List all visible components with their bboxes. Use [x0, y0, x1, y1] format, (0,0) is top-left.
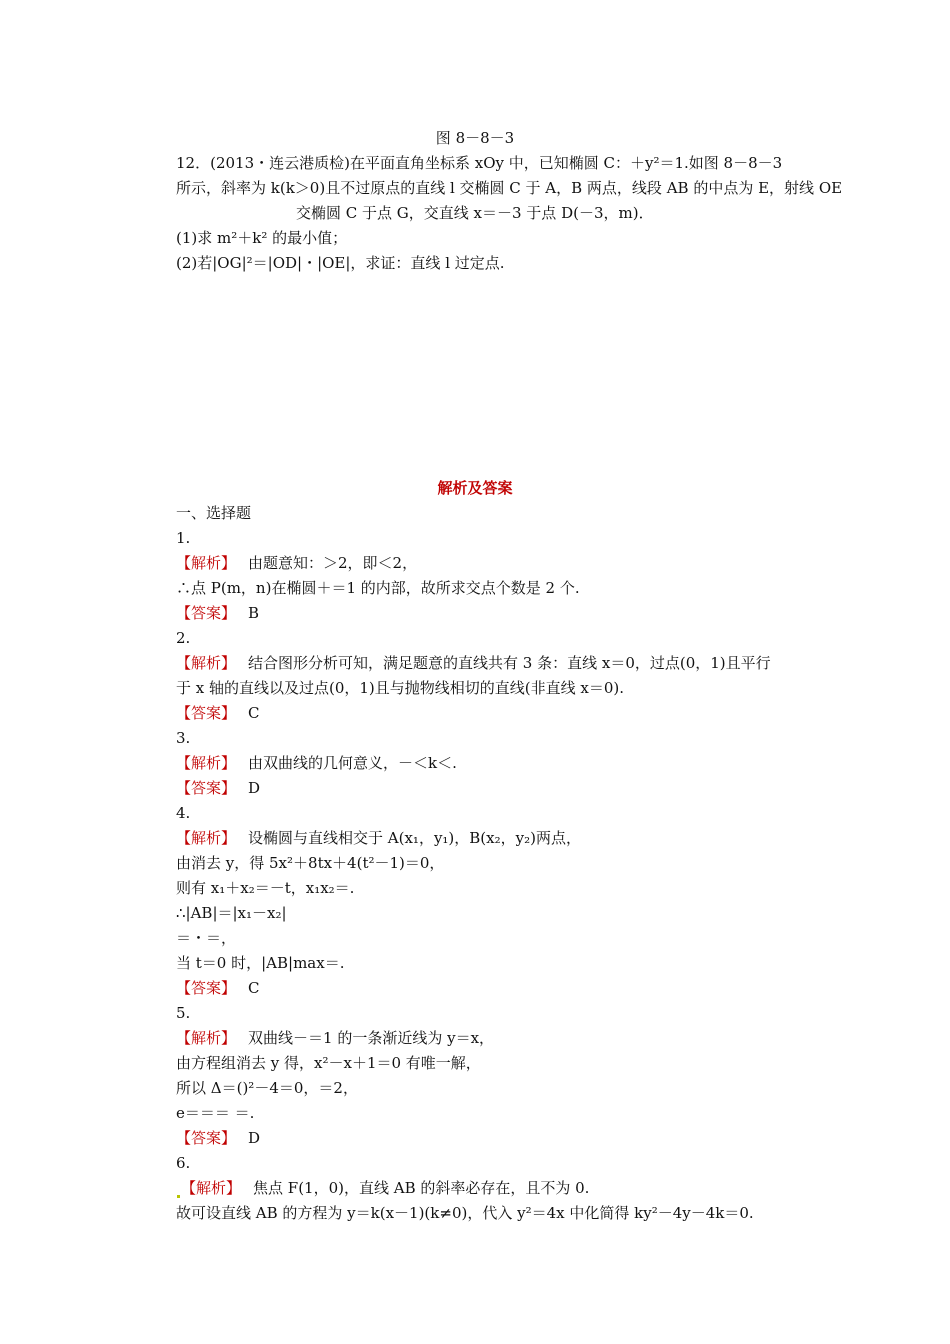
analysis-line: 当 t＝0 时，|AB|max＝.	[176, 954, 345, 972]
figure-caption: 图 8－8－3	[435, 129, 515, 147]
analysis-line: 则有 x₁＋x₂＝－t，x₁x₂＝.	[176, 879, 355, 897]
analysis-line: 所以 Δ＝()²－4＝0，＝2，	[176, 1079, 358, 1097]
analysis-row	[176, 828, 581, 848]
item-number: 3.	[176, 729, 191, 747]
analysis-text: 双曲线－＝1 的一条渐近线为 y＝x，	[248, 1029, 495, 1047]
analysis-line: e＝＝＝ ＝.	[176, 1104, 255, 1122]
analysis-row	[176, 753, 457, 773]
item-number: 6.	[176, 1154, 191, 1172]
answer-value: D	[248, 779, 261, 797]
answer-value: C	[248, 704, 260, 722]
analysis-row	[176, 1178, 589, 1198]
answer-value: D	[248, 1129, 261, 1147]
analysis-tag: 【解析】	[176, 654, 237, 672]
answer-row	[176, 1128, 260, 1148]
section-title: 解析及答案	[437, 479, 513, 497]
analysis-line: ∴|AB|＝|x₁－x₂|	[176, 904, 287, 922]
answer-tag: 【答案】	[176, 604, 237, 622]
part-heading: 一、选择题	[176, 504, 252, 522]
answer-tag: 【答案】	[176, 704, 237, 722]
problem12-question2: (2)若|OG|²＝|OD|・|OE|，求证：直线 l 过定点.	[176, 254, 505, 272]
answer-row	[176, 603, 259, 623]
analysis-row	[176, 553, 417, 573]
analysis-tag: 【解析】	[181, 1179, 242, 1197]
analysis-line: ＝・＝，	[176, 929, 237, 947]
analysis-tag: 【解析】	[176, 554, 237, 572]
analysis-line: 由方程组消去 y 得，x²－x＋1＝0 有唯一解，	[176, 1054, 481, 1072]
answer-value: C	[248, 979, 260, 997]
analysis-tag: 【解析】	[176, 754, 237, 772]
analysis-line: ∴点 P(m，n)在椭圆＋＝1 的内部，故所求交点个数是 2 个.	[176, 579, 580, 597]
analysis-text: 结合图形分析可知，满足题意的直线共有 3 条：直线 x＝0，过点(0，1)且平行	[248, 654, 771, 672]
answer-tag: 【答案】	[176, 1129, 237, 1147]
analysis-line: 由消去 y，得 5x²＋8tx＋4(t²－1)＝0，	[176, 854, 445, 872]
analysis-text: 由题意知：＞2，即＜2，	[248, 554, 418, 572]
answer-row	[176, 778, 260, 798]
analysis-text: 焦点 F(1，0)，直线 AB 的斜率必存在，且不为 0.	[253, 1179, 590, 1197]
answer-value: B	[248, 604, 260, 622]
item-number: 2.	[176, 629, 191, 647]
answer-tag: 【答案】	[176, 779, 237, 797]
problem12-line2: 所示，斜率为 k(k＞0)且不过原点的直线 l 交椭圆 C 于 A，B 两点，线段 AB 的中点为 E，射线 OE	[176, 179, 843, 197]
answer-row	[176, 703, 260, 723]
problem12-question1: (1)求 m²＋k² 的最小值；	[176, 229, 348, 247]
highlight-mark-icon	[177, 1195, 180, 1198]
item-number: 5.	[176, 1004, 191, 1022]
item-number: 4.	[176, 804, 191, 822]
analysis-text: 由双曲线的几何意义，－＜k＜.	[248, 754, 457, 772]
answer-tag: 【答案】	[176, 979, 237, 997]
problem12-line1: 12．(2013・连云港质检)在平面直角坐标系 xOy 中，已知椭圆 C：＋y²＝1.如图 8－8－3	[176, 154, 783, 172]
answer-row	[176, 978, 260, 998]
analysis-line: 故可设直线 AB 的方程为 y＝k(x－1)(k≠0)，代入 y²＝4x 中化简得 ky²－4y－4k＝0.	[176, 1204, 754, 1222]
analysis-text: 设椭圆与直线相交于 A(x₁，y₁)，B(x₂，y₂)两点，	[248, 829, 581, 847]
analysis-row	[176, 653, 771, 673]
analysis-tag: 【解析】	[176, 1029, 237, 1047]
problem12-line3: 交椭圆 C 于点 G，交直线 x＝－3 于点 D(－3，m)．	[296, 204, 654, 222]
analysis-tag: 【解析】	[176, 829, 237, 847]
analysis-line: 于 x 轴的直线以及过点(0，1)且与抛物线相切的直线(非直线 x＝0).	[176, 679, 625, 697]
analysis-row	[176, 1028, 494, 1048]
item-number: 1.	[176, 529, 191, 547]
